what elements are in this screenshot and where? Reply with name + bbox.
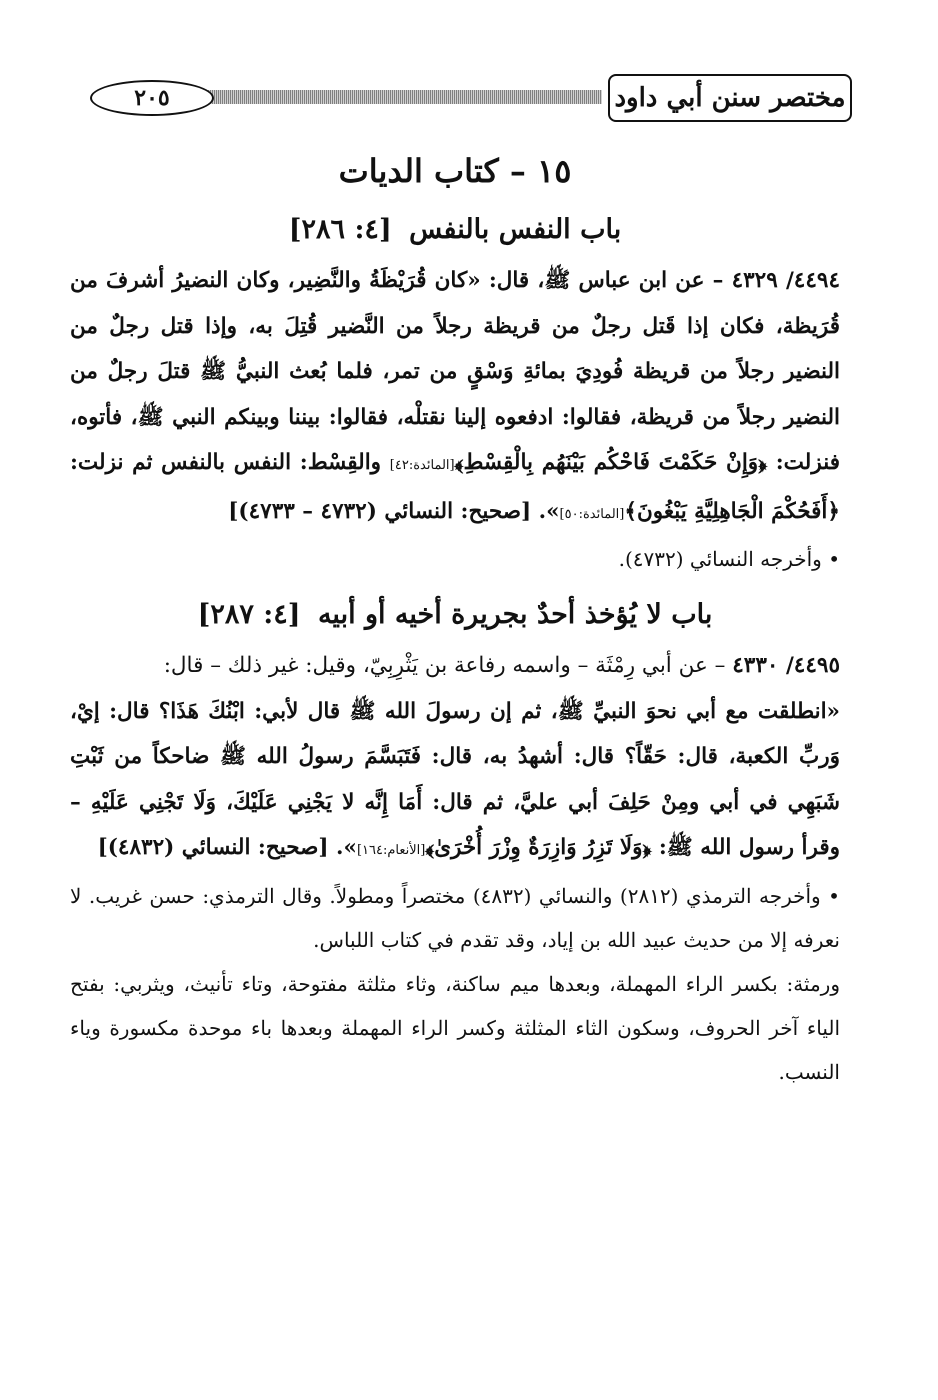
section-reference: [٤: ٢٨٧]: [197, 599, 301, 630]
quran-verse: ﴿أَفَحُكْمَ الْجَاهِلِيَّةِ يَبْغُونَ﴾: [624, 498, 840, 524]
section-title-2: [70, 587, 840, 643]
takhrij-note: • وأخرجه الترمذي (٢٨١٢) والنسائي (٤٨٣٢) مختصراً ومطولاً. وقال الترمذي: حسن غريب. لا نعرفه إلا من حديث عبيد الله بن إياد، وقد تقدم في كتاب اللباس.: [70, 883, 840, 952]
quran-verse: ﴿وَإِنْ حَكَمْتَ فَاحْكُم بَيْنَهُم بِالْقِسْطِ﴾: [454, 450, 768, 475]
hadith-4495-intro: [70, 643, 840, 689]
hadith-number: ٤٤٩٤/ ٤٣٢٩: [731, 268, 840, 293]
section-title-text: باب النفس بالنفس: [409, 214, 622, 245]
book-title: مختصر سنن أبي داود: [608, 74, 852, 122]
header-decorative-rule: [152, 90, 602, 104]
hadith-text: والقِسْط: النفس بالنفس ثم نزلت:: [70, 450, 382, 475]
quran-citation: [المائدة:٥٠]: [559, 506, 625, 522]
hadith-grading: ». [صحيح: النسائي (٤٧٣٢ – ٤٧٣٣)]: [228, 498, 560, 524]
hadith-text: «انطلقت مع أبي نحوَ النبيِّ ﷺ، ثم إن رسولَ الله ﷺ قال لأبي: ابْنُكَ هَذَا؟ قال: إيْ، وَربِّ الكعبة، قال: حَقّاً؟ قال: أشهدُ به، قال: فَتَبَسَّمَ رسولُ الله ﷺ ضاحكاً من ثَبْتِ شَبَهِي في أبي ومِنْ حَلِفَ أبي عليَّ، ثم قال: أَمَا إِنَّه لا يَجْنِي عَلَيْكَ، وَلَا تَجْنِي عَلَيْهِ – وقرأ رسول الله ﷺ:: [70, 698, 840, 860]
hadith-number: ٤٤٩٥/ ٤٣٣٠: [732, 653, 840, 678]
hadith-4495: [70, 689, 840, 874]
section-reference: [٤: ٢٨٦]: [288, 214, 392, 245]
page-number: ٢٠٥: [90, 80, 214, 116]
hadith-isnad: – عن أبي رِمْثَة – واسمه رفاعة بن يَثْرِبِيّ، وقيل: غير ذلك – قال:: [163, 653, 726, 678]
hadith-text: – عن ابن عباس ﷺ، قال: «كان قُرَيْظَةُ والنَّضِير، وكان النضيرُ أشرفَ من قُرَيظة، فكان إذا قَتل رجلٌ من قريظة رجلاً من النَّضير قُتِلَ به، وإذا قتل رجلٌ من النضير رجلاً من قريظة فُودِيَ بمائةِ وَسْقٍ من تمر، فلما بُعث النبيُّ ﷺ قتلَ رجلٌ من النضير رجلاً من قريظة، فقالوا: ادفعوه إلينا نقتلْه، فقالوا: بيننا وبينكم النبي ﷺ، فأتوه، فنزلت:: [70, 268, 840, 475]
section-title-1: [70, 202, 840, 258]
quran-citation: [المائدة:٤٢]: [389, 458, 455, 473]
takhrij-note: • وأخرجه النسائي (٤٧٣٢).: [618, 547, 840, 571]
hadith-grading: ». [صحيح: النسائي (٤٨٣٢)]: [97, 835, 357, 860]
page-content: [70, 140, 840, 1094]
quran-citation: [الأنعام:١٦٤]: [356, 843, 426, 858]
chapter-title: ١٥ – كتاب الديات: [338, 152, 572, 190]
page-header: [72, 80, 852, 120]
pronunciation-note: ورمثة: بكسر الراء المهملة، وبعدها ميم ساكنة، وثاء مثلثة مفتوحة، وتاء تأنيث، ويثربي: بفتح الياء آخر الحروف، وسكون الثاء المثلثة وكسر الراء المهملة وبعدها باء موحدة مكسورة وياء النسب.: [70, 971, 840, 1084]
quran-verse: ﴿وَلَا تَزِرُ وَازِرَةٌ وِزْرَ أُخْرَىٰ﴾: [425, 835, 652, 860]
hadith-4494: [70, 258, 840, 537]
section-title-text: باب لا يُؤخذ أحدٌ بجريرة أخيه أو أبيه: [317, 599, 713, 630]
